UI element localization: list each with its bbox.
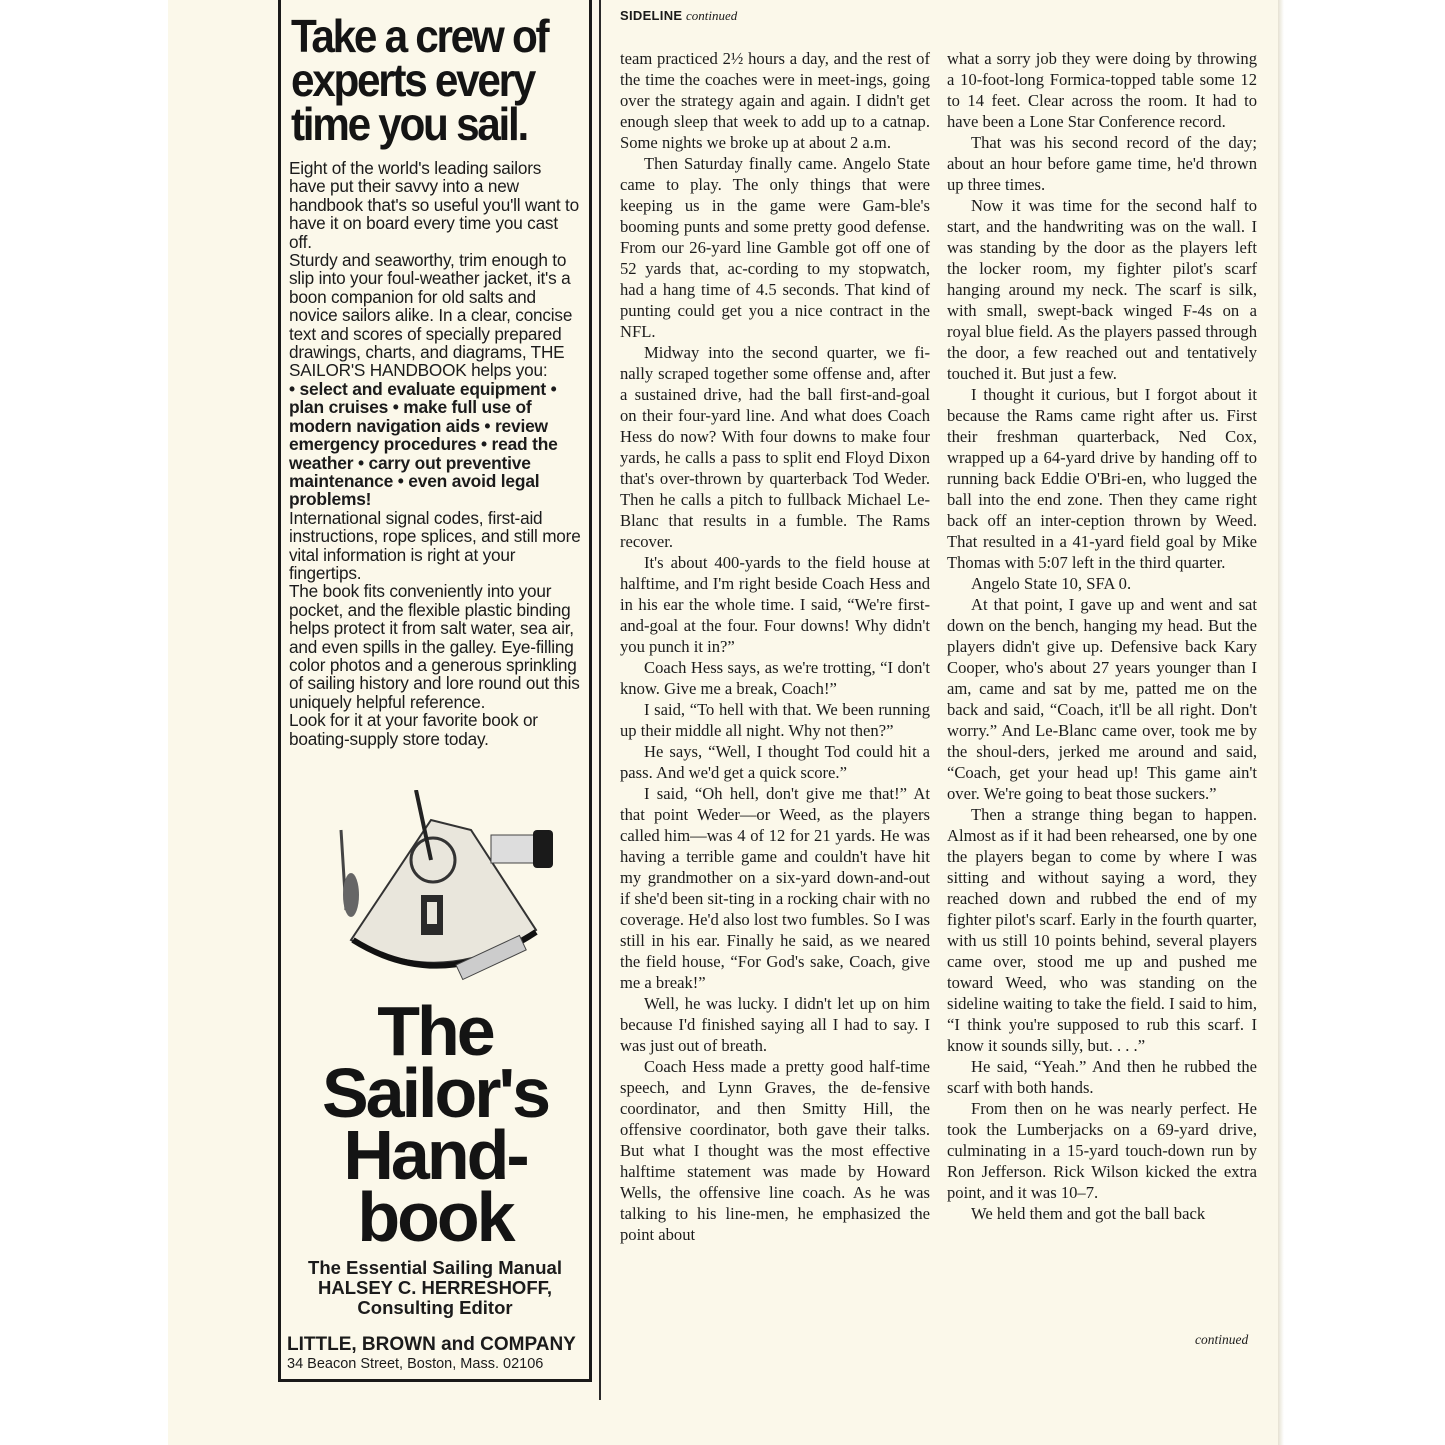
article-paragraph: We held them and got the ball back — [971, 1204, 1206, 1223]
ad-headline: Take a crew of experts every time you sail. — [291, 10, 548, 150]
article-paragraph: Coach Hess says, as we're trotting, “I don't know. Give me a break, Coach!” — [620, 658, 930, 698]
ad-subtitle-block — [281, 1258, 589, 1318]
article-paragraph: That was his second record of the day; about an hour before game time, he'd thrown up three times. — [947, 133, 1257, 194]
title-line: book — [357, 1178, 513, 1256]
article-paragraph: Then a strange thing began to happen. Almost as if it had been rehearsed, one by one the players began to come by where I was sitting and without saying a word, they reached down and rubbed the end of my fighter pilot's scarf. Early in the fourth quarter, with us still 10 points behind, several players came over, stood me up and pushed me toward Weed, who was standing on the sideline waiting to take the field. I said to him, “I think you're supposed to rub this scarf. I know it sounds silly, but. . . .” — [947, 805, 1257, 1055]
section-continued: continued — [685, 8, 738, 23]
article-paragraph: Well, he was lucky. I didn't let up on him because I'd finished saying all I had to say. I was just out of breath. — [620, 994, 930, 1055]
article-paragraph: I thought it curious, but I forgot about it because the Rams came right after us. First their freshman quarterback, Ned Cox, wrapped up a 64-yard drive by handing off to running back Eddie O'Bri-en, who lugged the ball into the end zone. Then they came right back off an inter-ception thrown by Weed. That resulted in a 41-yard field goal by Mike Thomas with 5:07 left in the third quarter. — [947, 385, 1257, 572]
article-paragraph: Angelo State 10, SFA 0. — [971, 574, 1132, 593]
ad-paragraph: Eight of the world's leading sailors have put their savvy into a new handbook that's so useful you'll want to have it on board every time you cast off. — [289, 158, 579, 252]
ad-publisher: LITTLE, BROWN and COMPANY — [287, 1334, 576, 1355]
article-paragraph: At that point, I gave up and went and sat down on the bench, hanging my head. But the players didn't give up. Defensive back Kary Cooper, who's about 27 years younger than I am, came and sat by me, patted me on the back and said, “Coach, it'll be all right. Don't worry.” And Le-Blanc came over, took me by the shoul-ders, jerked me around and said, “Coach, get your head up! This game ain't over. We're going to beat those suckers.” — [947, 595, 1257, 803]
ad-address: 34 Beacon Street, Boston, Mass. 02106 — [287, 1356, 544, 1372]
ad-paragraph: Sturdy and seaworthy, trim enough to slip into your foul-weather jacket, it's a boon companion for old salts and novice sailors alike. In a clear, concise text and scores of specially prepared drawings, charts, and diagrams, THE SAILOR'S HANDBOOK helps you: — [289, 250, 573, 381]
section-title: SIDELINE — [620, 8, 683, 23]
ad-body — [289, 159, 581, 748]
sextant-illustration — [321, 790, 561, 1010]
article-paragraph: From then on he was nearly perfect. He took the Lumberjacks on a 69-yard drive, culminating in a 15-yard touch-down run by Ron Jefferson. Rick Wilson kicked the extra point, and it was 10–7. — [947, 1099, 1257, 1202]
article-paragraph: Coach Hess made a pretty good half-time speech, and Lynn Graves, the de-fensive coordinator, and then Smitty Hill, the offensive coordinator, both gave their talks. But what I thought was the most effective halftime statement was made by Howard Wells, the offensive line coach. As he was talking to his line-men, he emphasized the point about — [620, 1057, 930, 1244]
article-paragraph: Now it was time for the second half to start, and the handwriting was on the wall. I was standing by the door as the players left the locker room, my fighter pilot's scarf hanging around my neck. The scarf is silk, with small, swept-back winged F-4s on a royal blue field. As the players passed through the door, a few reached out and tentatively touched it. But just a few. — [947, 196, 1257, 383]
article-paragraph: I said, “Oh hell, don't give me that!” At that point Weder—or Weed, as the players called him—was 4 of 12 for 21 yards. He was having a terrible game and couldn't have hit my grandmother on a six-yard down-and-out if she'd been sit-ting in a rocking chair with no coverage. He'd also lost two fumbles. So I was still in his ear. Finally he said, as we neared the field house, “For God's sake, Coach, give me a break!” — [620, 784, 930, 992]
column-divider — [599, 0, 601, 1400]
title-line: The — [377, 992, 493, 1070]
title-line: Hand- — [343, 1116, 527, 1194]
ad-editor-role: Consulting Editor — [357, 1297, 513, 1318]
ad-subtitle: The Essential Sailing Manual — [308, 1257, 562, 1278]
ad-book-title — [281, 992, 589, 1256]
ad-editor: HALSEY C. HERRESHOFF, — [317, 1277, 553, 1298]
article-column-2 — [947, 48, 1257, 1224]
continued-label: continued — [1195, 1332, 1249, 1347]
sailors-handbook-advertisement — [278, 0, 592, 1382]
ad-bullet-list: • select and evaluate equipment • plan cruises • make full use of modern navigation aids • review emergency procedures • read the weather • carry out preventive maintenance • even avoid legal problems! — [289, 378, 558, 510]
article-paragraph: It's about 400-yards to the field house at halftime, and I'm right beside Coach Hess and in his ear the whole time. I said, “We're first-and-goal at the four. Four downs! Why didn't you punch it in?” — [620, 553, 930, 656]
article-paragraph: what a sorry job they were doing by throwing a 10-foot-long Formica-topped table some 12 to 14 feet. Clear across the room. It had to have been a Lone Star Conference record. — [947, 49, 1257, 131]
article-paragraph: Midway into the second quarter, we fi-nally scraped together some offense and, after a sustained drive, had the ball first-and-goal on their four-yard line. And what does Coach Hess do now? With four downs to make four yards, he calls a pass to split end Floyd Dixon that's over-thrown by quarterback Tod Weder. Then he calls a pitch to fullback Michael Le-Blanc that results in a fumble. The Rams recover. — [620, 343, 930, 551]
ad-paragraph: Look for it at your favorite book or boating-supply store today. — [289, 710, 538, 749]
article-paragraph: I said, “To hell with that. We been running up their middle all night. Why not then?” — [620, 700, 930, 740]
section-header — [620, 8, 737, 24]
title-line: Sailor's — [321, 1054, 549, 1132]
article-column-1 — [620, 48, 930, 1245]
page-edge — [1278, 0, 1284, 1445]
article-paragraph: He says, “Well, I thought Tod could hit a pass. And we'd get a quick score.” — [620, 742, 930, 782]
article-paragraph: He said, “Yeah.” And then he rubbed the scarf with both hands. — [947, 1057, 1257, 1097]
ad-paragraph: International signal codes, first-aid instructions, rope splices, and still more vital information is right at your fingertips. — [289, 507, 581, 583]
article-paragraph: team practiced 2½ hours a day, and the rest of the time the coaches were in meet-ings, going over the strategy again and again. I didn't get enough sleep that week to add up to a catnap. Some nights we broke up at about 2 a.m. — [620, 49, 930, 152]
article-paragraph: Then Saturday finally came. Angelo State came to play. The only things that were keeping us in the game were Gam-ble's booming punts and some pretty good defense. From our 26-yard line Gamble got off one of 52 yards that, ac-cording to my stopwatch, had a hang time of 4.5 seconds. That kind of punting could get you a nice contract in the NFL. — [620, 154, 930, 341]
ad-publisher-block — [287, 1334, 576, 1373]
ad-paragraph: The book fits conveniently into your pocket, and the flexible plastic binding helps protect it from salt water, sea air, and even spills in the galley. Eye-filling color photos and a generous sprinkling of sailing history and lore round out this uniquely helpful reference. — [289, 581, 580, 712]
